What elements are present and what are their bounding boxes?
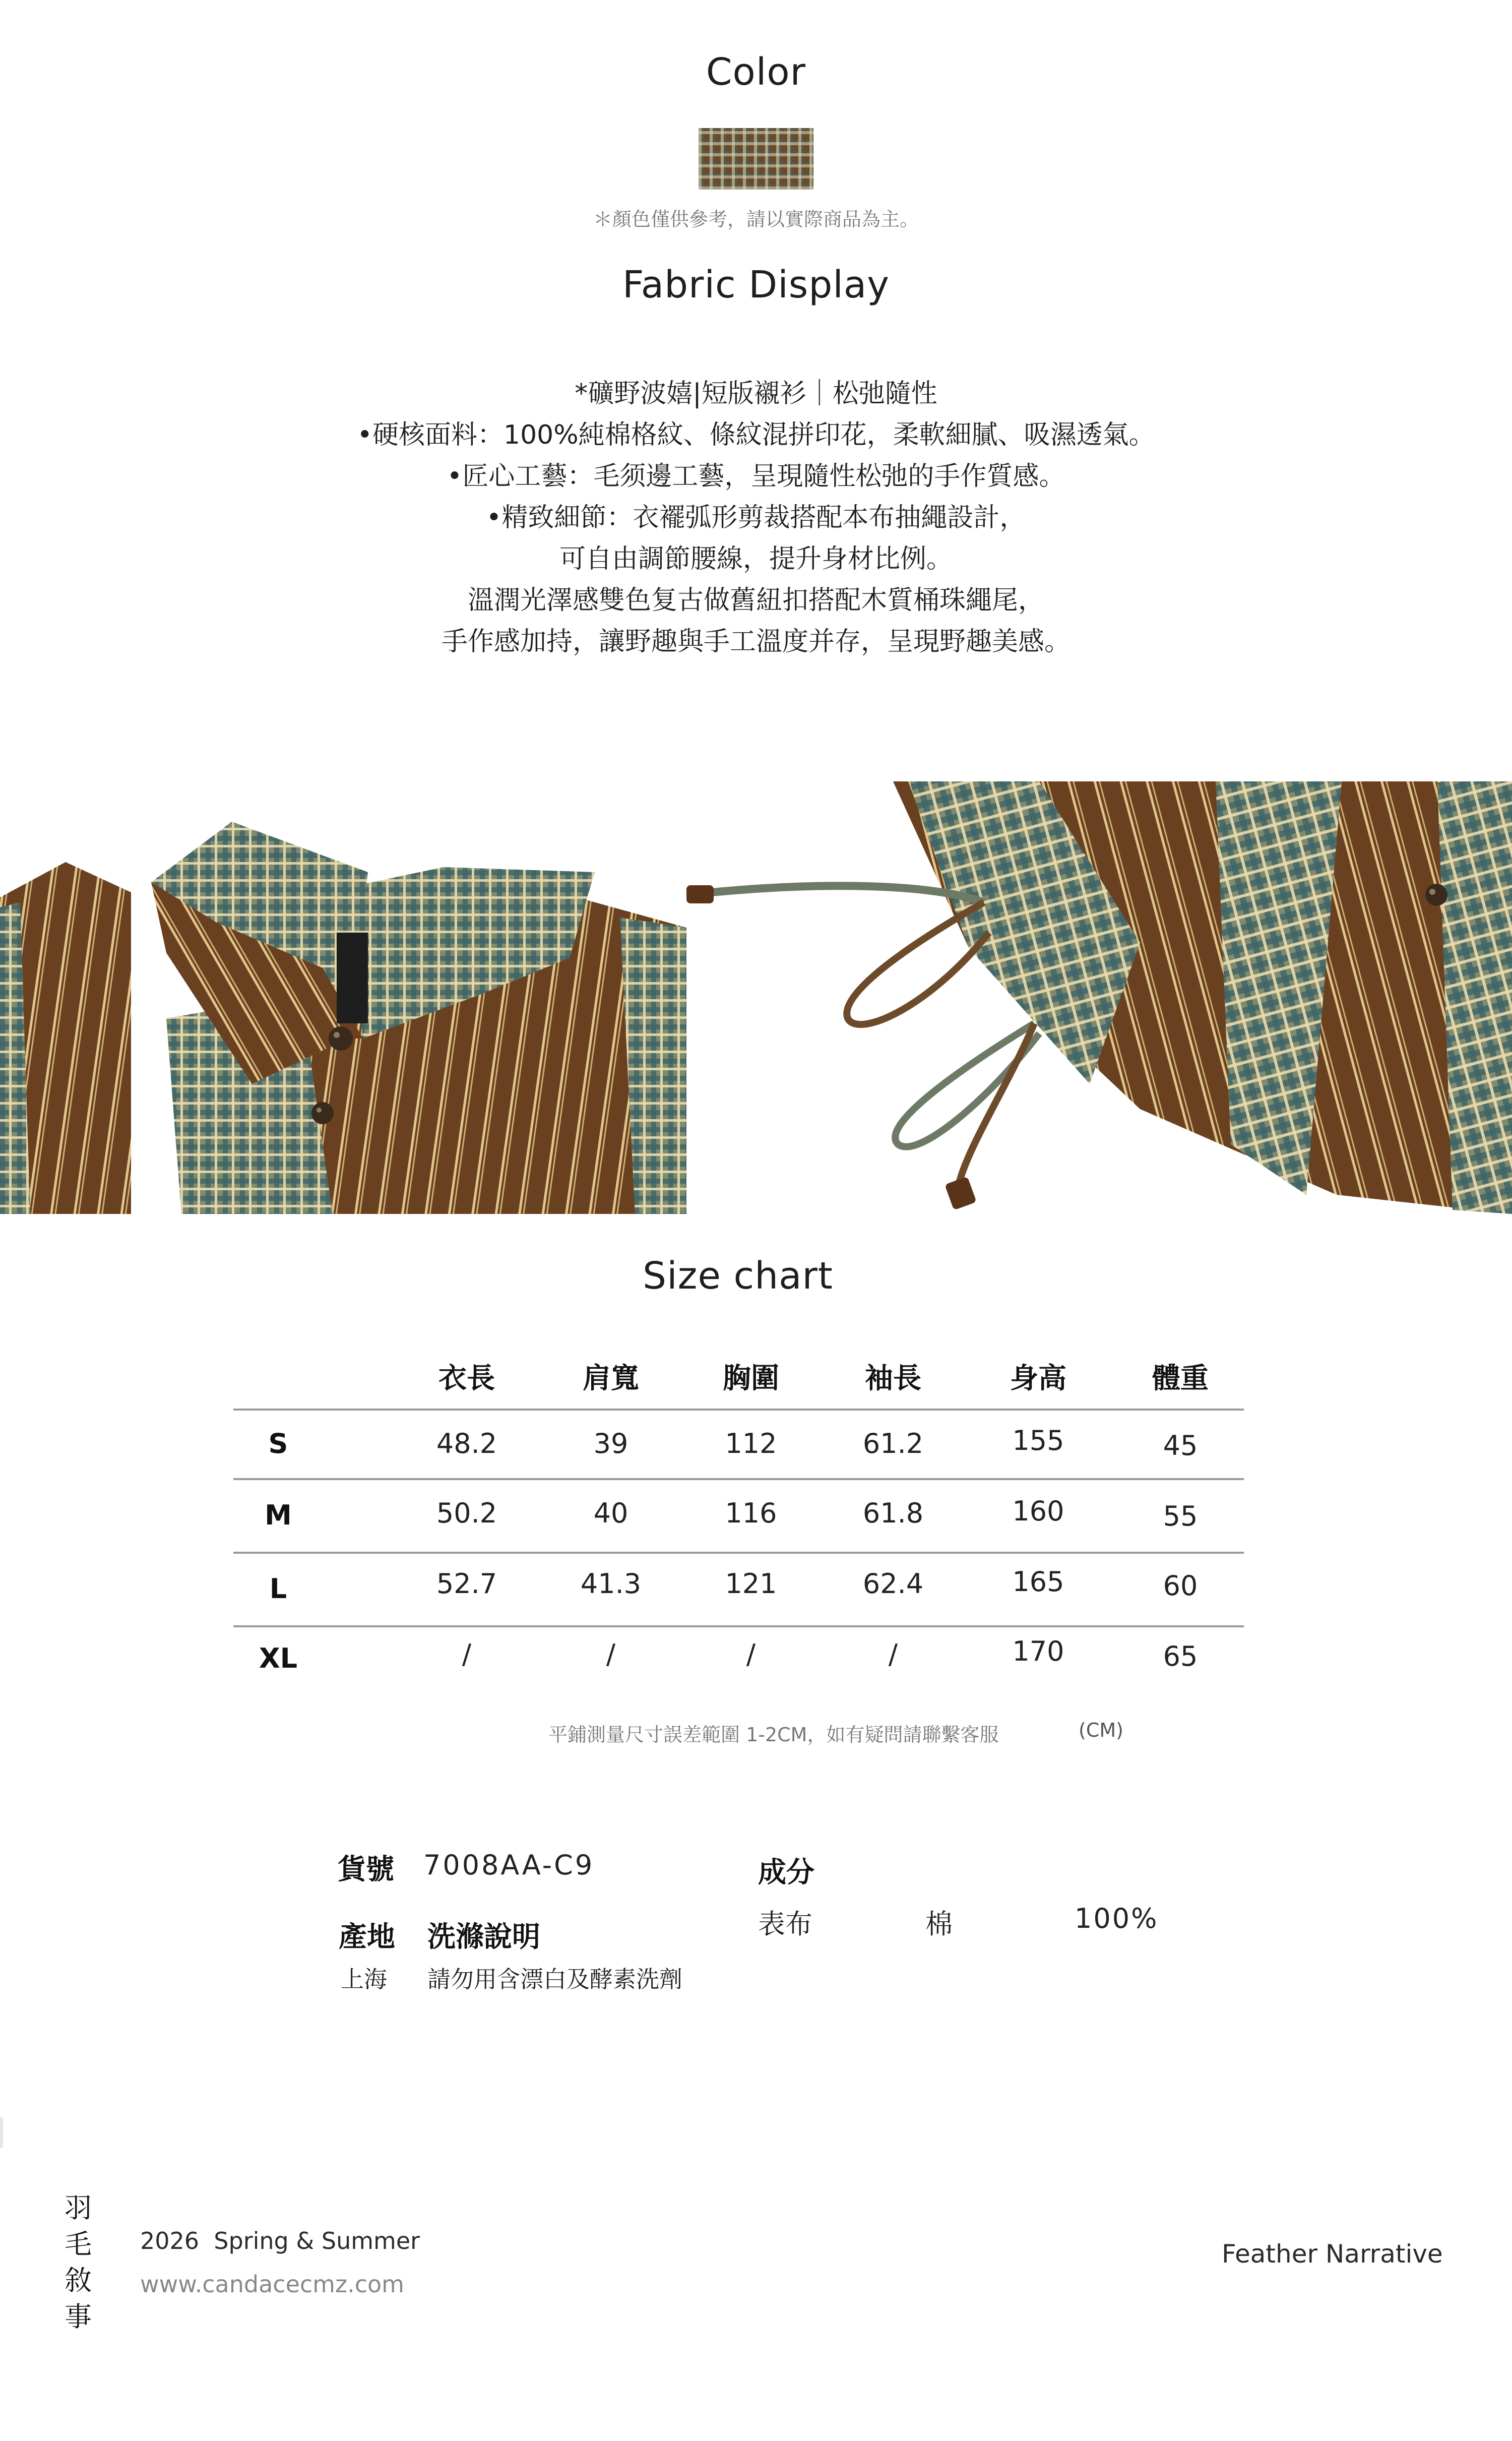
color-note: ＊顏色僅供參考，請以實際商品為主。 [593,208,919,230]
unit-label: (CM) [1079,1719,1123,1741]
table-cell: 160 [1012,1495,1064,1527]
wash-label: 洗滌說明 [427,1921,540,1954]
table-divider [233,1625,1244,1627]
table-divider [233,1552,1244,1554]
table-cell: / [606,1638,616,1670]
composition-label: 成分 [758,1856,814,1889]
header-shoulder: 肩寬 [583,1362,639,1395]
description-line: *礦野波嬉|短版襯衫｜松弛隨性 [575,379,937,409]
size-label: L [269,1573,287,1605]
origin-label: 產地 [339,1921,395,1954]
header-length: 衣長 [438,1362,495,1395]
table-cell: 52.7 [436,1568,497,1600]
table-cell: 165 [1012,1566,1064,1598]
table-cell: 65 [1163,1640,1198,1672]
description-line: 手作感加持，讓野趣與手工溫度并存，呈現野趣美感。 [441,627,1070,657]
hem-illustration [686,781,1512,1214]
table-cell: 170 [1012,1635,1064,1667]
table-cell: 62.4 [862,1568,924,1600]
description-line: 溫潤光澤感雙色复古做舊紐扣搭配木質桶珠繩尾， [467,585,1044,616]
table-cell: 41.3 [580,1568,642,1600]
fabric-title: Fabric Display [622,263,890,307]
wash-value: 請勿用含漂白及酵素洗劑 [427,1966,682,1993]
brand-vertical [60,2190,96,2335]
table-cell: 61.2 [862,1428,924,1459]
description-line: 可自由調節腰線，提升身材比例。 [559,544,953,574]
collection-name: Feather Narrative [1222,2239,1443,2269]
size-chart-title: Size chart [643,1254,833,1298]
table-cell: / [746,1638,756,1670]
table-cell: 60 [1163,1570,1198,1602]
edge-mark [0,2117,3,2148]
season-text: 2026 Spring & Summer [140,2227,420,2254]
item-number-label: 貨號 [338,1853,394,1886]
fabric-description [0,373,1512,662]
origin-value: 上海 [341,1966,387,1993]
composition-percent: 100% [1075,1903,1159,1934]
description-line: •精致細節：衣襬弧形剪裁搭配本布抽繩設計， [486,503,1026,533]
item-number: 7008AA-C9 [423,1849,595,1881]
collar-detail-photo [0,802,686,1214]
table-cell: 39 [593,1428,628,1459]
description-line: •硬核面料：100%純棉格紋、條紋混拼印花，柔軟細膩、吸濕透氣。 [357,420,1155,450]
table-cell: 40 [593,1497,628,1529]
collar-illustration [0,802,686,1214]
measurement-note: 平鋪測量尺寸誤差範圍 1-2CM，如有疑問請聯繫客服 [548,1724,999,1746]
header-chest: 胸圍 [723,1362,779,1395]
table-cell: 45 [1163,1430,1198,1461]
website-link[interactable]: www.candacecmz.com [140,2271,404,2298]
table-cell: 116 [725,1497,777,1529]
brand-char: 敘 [65,2265,92,2296]
table-cell: 121 [725,1568,777,1600]
table-divider [233,1409,1244,1411]
composition-part: 表布 [758,1908,812,1940]
color-title: Color [706,50,806,94]
color-swatch [699,128,813,190]
header-height: 身高 [1010,1362,1066,1395]
size-label: S [268,1428,288,1459]
table-cell: 155 [1012,1425,1064,1456]
table-cell: 48.2 [436,1428,497,1459]
table-cell: 112 [725,1428,777,1459]
header-sleeve: 袖長 [865,1362,921,1395]
size-label: XL [259,1642,298,1674]
table-cell: 50.2 [436,1497,497,1529]
brand-char: 羽 [65,2192,92,2224]
table-cell: / [888,1638,898,1670]
hem-drawstring-photo [686,781,1512,1214]
table-cell: 55 [1163,1500,1198,1532]
header-weight: 體重 [1152,1362,1209,1395]
brand-char: 事 [65,2301,92,2333]
table-divider [233,1478,1244,1480]
description-line: •匠心工藝：毛须邊工藝，呈現隨性松弛的手作質感。 [447,461,1065,492]
composition-material: 棉 [925,1908,953,1940]
table-cell: 61.8 [862,1497,924,1529]
size-label: M [265,1499,292,1531]
brand-char: 毛 [65,2228,92,2260]
table-cell: / [462,1638,472,1670]
